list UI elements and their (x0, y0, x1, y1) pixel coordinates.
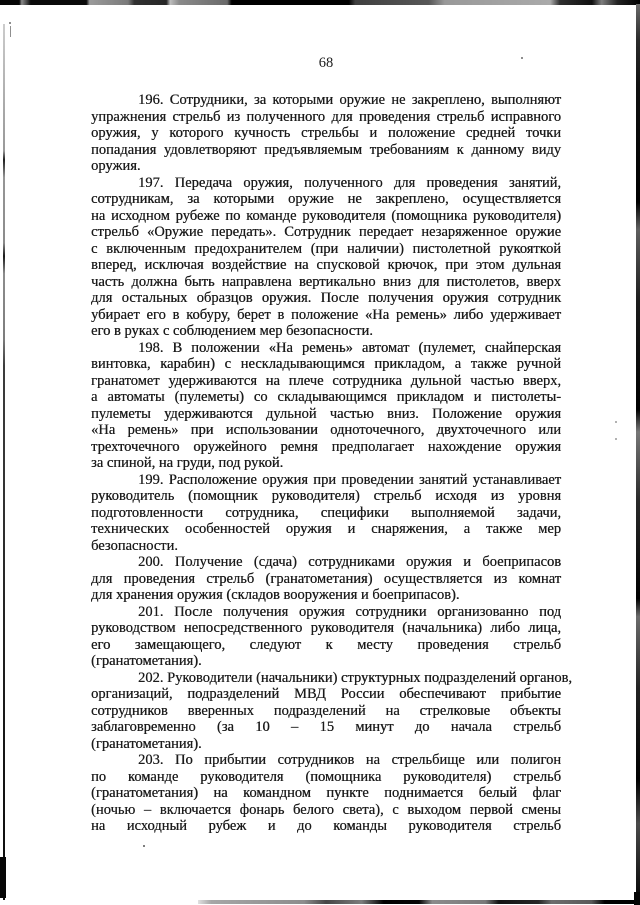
text-line-p7-l1: по команде руководителя (помощника руководителя) стрельб (91, 768, 561, 785)
scan-corner-bottom-right (634, 892, 640, 905)
text-line-p1-l9: его в руках с соблюдением мер безопасности. (91, 323, 373, 339)
scan-edge-top (0, 0, 640, 5)
text-line-p3-l3: технических особенностей оружия и снаряжения, а также мер (91, 521, 561, 537)
text-line-p3-l2: подготовленности сотрудника, специфики выполняемой задачи, (91, 504, 561, 521)
text-line-p1-l1: сотрудникам, за которыми оружие не закреплено, осуществляется (91, 191, 561, 207)
text-line-p1-l7: для остальных образцов оружия. После получения оружия сотрудник (91, 290, 561, 306)
text-line-p2-l7: за спиной, на груди, под рукой. (91, 455, 284, 471)
text-line-p2-l6: трехточечного оружейного ремня предполагает нахождение оружия (91, 438, 561, 455)
text-line-p1-l3: стрельб «Оружие передать». Сотрудник передает незаряженное оружие (91, 224, 561, 240)
text-line-p6-l3: заблаговременно (за 10 – 15 минут до начала стрельб (91, 719, 561, 735)
page-number: 68 (318, 55, 334, 71)
text-line-p4-l2: для хранения оружия (складов вооружения и боеприпасов). (91, 587, 460, 603)
text-line-p1-l5: вперед, исключая воздействие на спусковой крючок, при этом дульная (91, 257, 561, 273)
text-line-p4-l0: 200. Получение (сдача) сотрудниками оружия и боеприпасов (138, 554, 561, 570)
text-line-p2-l4: пулеметы удерживаются дульной частью вниз. Положение оружия (91, 405, 561, 422)
text-line-p5-l3: (гранатометания). (91, 653, 202, 669)
scan-speck (615, 421, 617, 423)
text-line-p5-l1: руководством непосредственного руководителя (начальника) либо лица, (91, 620, 561, 636)
text-line-p1-l0: 197. Передача оружия, полученного для проведения занятий, (138, 174, 561, 191)
text-line-p3-l0: 199. Расположение оружия при проведении занятий устанавливает (138, 471, 561, 488)
scan-speck (143, 845, 145, 847)
text-line-p7-l4: на исходный рубеж и до команды руководителя стрельб (91, 818, 561, 834)
text-line-p7-l0: 203. По прибытии сотрудников на стрельбище или полигон (138, 752, 561, 768)
text-line-p1-l4: с включенным предохранителем (при наличии) пистолетной рукояткой (91, 240, 561, 257)
text-line-p1-l2: на исходном рубеже по команде руководителя (помощника руководителя) (91, 207, 561, 224)
text-line-p6-l4: (гранатометания). (91, 735, 202, 752)
text-line-p0-l4: оружия. (91, 158, 141, 174)
text-line-p0-l3: попадания удовлетворяют предъявляемым требованиям к данному виду (91, 141, 561, 158)
text-line-p1-l8: убирает его в кобуру, берет в положение «На ремень» либо удерживает (91, 306, 561, 323)
text-line-p5-l0: 201. После получения оружия сотрудники организованно под (138, 603, 561, 620)
text-line-p1-l6: часть должна быть направлена вертикально вниз для пистолетов, вверх (91, 273, 561, 290)
text-line-p2-l5: «На ремень» при использовании одноточечного, двухточечного или (91, 422, 561, 438)
text-line-p2-l3: а автоматы (пулеметы) со складывающимся прикладом и пистолеты- (91, 389, 561, 405)
text-line-p4-l1: для проведения стрельб (гранатометания) осуществляется из комнат (91, 570, 561, 587)
scan-speck-top-left (10, 26, 11, 37)
text-line-p2-l1: винтовка, карабин) с нескладывающимся прикладом, а также ручной (91, 356, 561, 372)
scan-edge-left-bottom-bar (0, 857, 6, 898)
text-line-p6-l1: организаций, подразделений МВД России обеспечивают прибытие (91, 686, 561, 702)
text-line-p6-l2: сотрудников вверенных подразделений на стрелковые объекты (91, 702, 561, 719)
text-line-p2-l2: гранатомет удерживаются на плече сотрудника дульной частью вверх, (91, 372, 561, 389)
text-line-p3-l1: руководитель (помощник руководителя) стрельб исходя из уровня (91, 488, 561, 504)
text-line-p0-l1: упражнения стрельб из полученного для проведения стрельб исправного (91, 108, 561, 125)
document-body (91, 92, 572, 835)
text-line-p0-l0: 196. Сотрудники, за которыми оружие не закреплено, выполняют (138, 92, 561, 108)
text-line-p2-l0: 198. В положении «На ремень» автомат (пулемет, снайперская (138, 339, 561, 356)
text-line-p7-l3: (ночью – включается фонарь белого света), с выходом первой смены (91, 801, 561, 818)
text-line-p5-l2: его замещающего, следуют к месту проведения стрельб (91, 636, 561, 653)
text-line-p3-l4: безопасности. (91, 537, 178, 554)
scan-edge-left (3, 24, 5, 900)
text-line-p0-l2: оружия, у которого кучность стрельбы и положение средней точки (91, 125, 561, 141)
scan-edge-bottom (198, 900, 640, 904)
scan-edge-right (636, 4, 640, 905)
scan-speck (615, 438, 617, 440)
text-line-p7-l2: (гранатометания) на командном пункте поднимается белый флаг (91, 785, 561, 801)
text-line-p6-l0: 202. Руководители (начальники) структурных подразделений органов, (138, 669, 572, 686)
